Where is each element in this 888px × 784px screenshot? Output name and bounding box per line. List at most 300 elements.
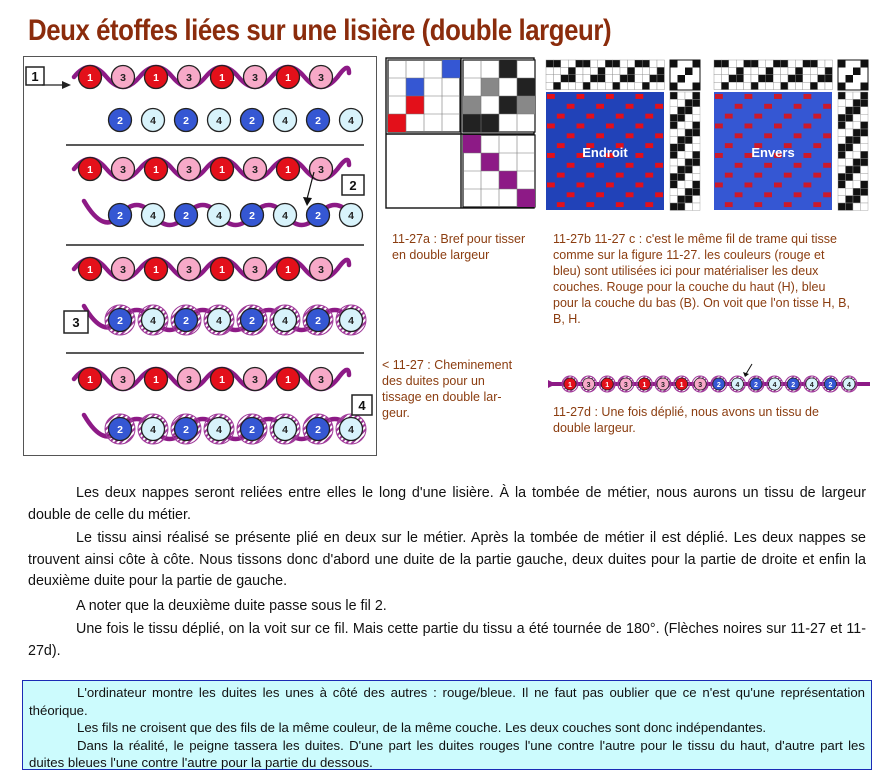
thread-number: 4 <box>150 424 156 436</box>
treadling-cell <box>693 114 701 121</box>
treadling-cell <box>853 166 861 173</box>
treadling-cell <box>693 173 701 180</box>
treadling-cell <box>685 114 693 121</box>
thread-number: 2 <box>117 115 123 127</box>
treadling-cell <box>838 181 846 188</box>
grid-cell <box>463 135 481 153</box>
caption-line: couches. Rouge pour la couche du haut (H), bleu <box>553 280 826 294</box>
thread-number: 4 <box>282 115 288 127</box>
threading-cell <box>561 75 568 82</box>
threading-cell <box>751 60 758 67</box>
treadling-cell <box>670 151 678 158</box>
thread-number: 1 <box>568 382 572 389</box>
treadling-cell <box>678 92 686 99</box>
threading-cell <box>553 67 560 74</box>
threading-cell <box>598 67 605 74</box>
treadling-cell <box>670 122 678 129</box>
treadling-cell <box>861 203 869 210</box>
weave-float <box>823 104 831 109</box>
treadling-cell <box>861 144 869 151</box>
threading-cell <box>729 67 736 74</box>
thread-number: 2 <box>249 115 255 127</box>
weave-float <box>547 183 555 188</box>
weave-float <box>794 104 802 109</box>
treadling-cell <box>846 166 854 173</box>
grid-cell <box>406 78 424 96</box>
weave-float <box>754 114 762 119</box>
body-paragraph: Les deux nappes seront reliées entre elles le long d'une lisière. À la tombée de métier, nous aurons un tissu de largeur double de celle du métier. <box>28 485 866 523</box>
treadling-cell <box>838 92 846 99</box>
treadling-cell <box>853 151 861 158</box>
threading-cell <box>553 82 560 89</box>
weave-float <box>636 124 644 129</box>
treadling-cell <box>838 114 846 121</box>
weave-float <box>586 173 594 178</box>
treadling-cell <box>846 92 854 99</box>
thread-number: 2 <box>117 315 123 327</box>
thread-number: 2 <box>183 115 189 127</box>
weave-float <box>794 192 802 197</box>
weave-float <box>735 104 743 109</box>
threading-cell <box>657 75 664 82</box>
weave-float <box>577 124 585 129</box>
thread-number: 4 <box>809 382 814 389</box>
treadling-cell <box>861 159 869 166</box>
threading-cell <box>766 75 773 82</box>
treadling-cell <box>861 122 869 129</box>
thread-number: 1 <box>153 164 159 176</box>
threading-cell <box>598 82 605 89</box>
treadling-cell <box>670 173 678 180</box>
thread-number: 2 <box>754 382 758 389</box>
treadling-cell <box>678 107 686 114</box>
thread-number: 1 <box>219 264 225 276</box>
weave-float <box>774 183 782 188</box>
weave-float <box>715 124 723 129</box>
treadling-cell <box>685 196 693 203</box>
thread-number: 2 <box>117 210 123 222</box>
threading-cell <box>766 60 773 67</box>
threading-cell <box>657 67 664 74</box>
threading-grid <box>388 60 460 132</box>
thread-number: 4 <box>348 424 354 436</box>
treadling-cell <box>861 151 869 158</box>
thread-number: 3 <box>186 264 192 276</box>
threading-cell <box>803 60 810 67</box>
threading-cell <box>576 60 583 67</box>
weave-float <box>804 94 812 99</box>
treadling-cell <box>670 166 678 173</box>
threading-cell <box>635 82 642 89</box>
threading-cell <box>561 82 568 89</box>
treadling-cell <box>685 203 693 210</box>
treadling-cell <box>838 151 846 158</box>
thread-number: 2 <box>315 315 321 327</box>
thread-number: 3 <box>252 72 258 84</box>
treadling-cell <box>846 151 854 158</box>
weave-float <box>813 114 821 119</box>
caption-line: des duites pour un <box>382 374 485 388</box>
weave-float <box>764 104 772 109</box>
treadling-cell <box>853 136 861 143</box>
threading-cell <box>561 60 568 67</box>
treadling-cell <box>678 188 686 195</box>
grid-cell <box>517 78 535 96</box>
treadling-cell <box>670 203 678 210</box>
thread-number: 2 <box>828 382 833 389</box>
treadling-cell <box>693 181 701 188</box>
threading-cell <box>818 75 825 82</box>
grid-cell <box>517 96 535 114</box>
threading-cell <box>605 60 612 67</box>
body-paragraph: A noter que la deuxième duite passe sous le fil 2. <box>76 598 387 614</box>
weave-float <box>606 183 614 188</box>
threading-cell <box>613 60 620 67</box>
treadling-cell <box>861 173 869 180</box>
threading-cell <box>627 82 634 89</box>
threading-cell <box>583 67 590 74</box>
weave-float <box>813 143 821 148</box>
thread-number: 1 <box>285 72 291 84</box>
unfolded-fabric-strip <box>548 362 878 398</box>
treadling-cell <box>853 188 861 195</box>
threading-cell <box>598 60 605 67</box>
weave-float <box>636 94 644 99</box>
threading-cell <box>744 67 751 74</box>
treadling-cell <box>670 181 678 188</box>
threading-cell <box>627 67 634 74</box>
treadling-cell <box>838 203 846 210</box>
treadling-cell <box>693 203 701 210</box>
treadling-cell <box>838 144 846 151</box>
threading-cell <box>721 82 728 89</box>
grid-cell <box>517 189 535 207</box>
tieup-cell <box>861 83 869 91</box>
treadling-cell <box>838 166 846 173</box>
threading-cell <box>583 82 590 89</box>
threading-cell <box>568 75 575 82</box>
caption-line: geur. <box>382 406 410 420</box>
threading-cell <box>781 67 788 74</box>
weave-float <box>626 192 634 197</box>
treadling-cell <box>846 122 854 129</box>
thread-number: 3 <box>318 374 324 386</box>
threading-cell <box>627 75 634 82</box>
thread-number: 1 <box>219 374 225 386</box>
weave-float <box>725 202 733 207</box>
treadling-cell <box>685 144 693 151</box>
treadling-cell <box>693 188 701 195</box>
thread-number: 3 <box>698 382 703 389</box>
thread-number: 1 <box>153 374 159 386</box>
threading-cell <box>635 67 642 74</box>
face-label: Envers <box>751 145 795 160</box>
treadling-cell <box>693 107 701 114</box>
arrow-head <box>548 380 556 388</box>
treadling-cell <box>685 107 693 114</box>
caption-line: B, H. <box>553 312 581 326</box>
treadling-cell <box>670 144 678 151</box>
treadling-cell <box>861 136 869 143</box>
threading-cell <box>766 82 773 89</box>
weave-float <box>774 94 782 99</box>
weave-float <box>616 202 624 207</box>
grid-cell <box>481 114 499 132</box>
treadling-cell <box>693 136 701 143</box>
threading-cell <box>766 67 773 74</box>
weave-float <box>774 124 782 129</box>
treadling-cell <box>846 159 854 166</box>
caption-line: en double largeur <box>392 248 490 262</box>
weave-float <box>754 173 762 178</box>
thread-number: 2 <box>716 382 721 389</box>
threading-cell <box>736 75 743 82</box>
treadling-cell <box>670 136 678 143</box>
weave-float <box>626 133 634 138</box>
treadling-cell <box>685 122 693 129</box>
threading-cell <box>714 82 721 89</box>
thread-number: 4 <box>282 210 288 222</box>
treadling-cell <box>678 136 686 143</box>
grid-cell <box>424 96 442 114</box>
weave-float <box>586 114 594 119</box>
weave-float <box>823 133 831 138</box>
weave-float <box>557 202 565 207</box>
treadling-cell <box>685 159 693 166</box>
treadling-cell <box>861 92 869 99</box>
treadling-cell <box>678 196 686 203</box>
threading-cell <box>553 60 560 67</box>
threading-cell <box>650 67 657 74</box>
treadling-cell <box>678 181 686 188</box>
weave-float <box>645 114 653 119</box>
thread-number: 4 <box>348 315 354 327</box>
treadling-cell <box>693 99 701 106</box>
tieup-cell <box>838 83 846 91</box>
treadling-cell <box>838 107 846 114</box>
tieup-cell <box>693 60 701 68</box>
thread-number: 2 <box>183 424 189 436</box>
treadling-cell <box>670 129 678 136</box>
thread-number: 3 <box>120 164 126 176</box>
treadling-cell <box>670 107 678 114</box>
weave-float <box>577 183 585 188</box>
threading-cell <box>758 60 765 67</box>
treadling-cell <box>853 122 861 129</box>
weave-float <box>645 173 653 178</box>
thread-number: 3 <box>586 382 591 389</box>
weave-float <box>735 163 743 168</box>
treadling-cell <box>846 181 854 188</box>
thread-number: 4 <box>216 424 222 436</box>
thread-number: 2 <box>183 315 189 327</box>
thread-number: 1 <box>219 72 225 84</box>
thread-number: 1 <box>285 374 291 386</box>
threading-cell <box>729 60 736 67</box>
caption-line: < 11-27 : Cheminement <box>382 358 513 372</box>
treadling-cell <box>861 107 869 114</box>
weave-float <box>764 192 772 197</box>
weave-float <box>557 114 565 119</box>
weave-float <box>725 143 733 148</box>
threading-cell <box>736 60 743 67</box>
threading-cell <box>650 82 657 89</box>
grid-cell <box>388 114 406 132</box>
weave-float <box>715 153 723 158</box>
threading-cell <box>553 75 560 82</box>
weave-float <box>764 133 772 138</box>
thread-number: 4 <box>772 382 777 389</box>
weave-float <box>636 153 644 158</box>
treadling-cell <box>693 122 701 129</box>
grid-cell <box>442 60 460 78</box>
treadling-cell <box>685 99 693 106</box>
threading-cell <box>642 60 649 67</box>
tieup-cell <box>861 60 869 68</box>
weave-float <box>636 183 644 188</box>
step-label: 2 <box>349 178 357 193</box>
threading-cell <box>613 82 620 89</box>
page-title: Deux étoffes liées sur une lisière (double largeur) <box>28 14 612 47</box>
thread-number: 3 <box>120 264 126 276</box>
weave-float <box>616 173 624 178</box>
draft-11-27c <box>714 60 868 210</box>
treadling-cell <box>693 144 701 151</box>
thread-number: 3 <box>318 164 324 176</box>
threading-cell <box>795 67 802 74</box>
thread-number: 3 <box>318 72 324 84</box>
weave-float <box>794 163 802 168</box>
treadling-cell <box>670 196 678 203</box>
caption-11-27a <box>392 231 525 263</box>
caption-line: pour la couche du bas (B). On voit que l'on tisse H, B, <box>553 296 850 310</box>
weave-float <box>586 202 594 207</box>
treadling-cell <box>853 107 861 114</box>
threading-cell <box>825 60 832 67</box>
treadling-cell <box>685 173 693 180</box>
treadling-cell <box>861 181 869 188</box>
tieup-cell <box>685 68 693 76</box>
grid-cell <box>481 153 499 171</box>
thread-number: 4 <box>348 210 354 222</box>
threading-cell <box>576 82 583 89</box>
threading-cell <box>781 75 788 82</box>
thread-number: 1 <box>642 382 647 389</box>
weave-float <box>804 153 812 158</box>
weave-float <box>547 153 555 158</box>
weave-float <box>626 163 634 168</box>
weave-float <box>715 94 723 99</box>
thread-number: 1 <box>87 164 93 176</box>
thread-number: 2 <box>315 210 321 222</box>
threading-cell <box>642 67 649 74</box>
treadling-cell <box>853 92 861 99</box>
caption-line: 11-27b 11-27 c : c'est le même fil de trame qui tisse <box>553 232 837 246</box>
thread-number: 2 <box>183 210 189 222</box>
threading-cell <box>773 67 780 74</box>
treadling-cell <box>846 107 854 114</box>
treadling-cell <box>678 173 686 180</box>
body-paragraph: Une fois le tissu déplié, on la voit sur ce fil. Mais cette partie du tissu a été tournée de 180°. (Flèches noires sur 11-27 et 11-27d). <box>28 621 866 659</box>
treadling-cell <box>678 159 686 166</box>
threading-cell <box>795 60 802 67</box>
weave-float <box>813 173 821 178</box>
thread-number: 3 <box>186 72 192 84</box>
treadling-cell <box>670 188 678 195</box>
treadling-cell <box>838 196 846 203</box>
threading-cell <box>605 67 612 74</box>
treadling-cell <box>678 144 686 151</box>
treadling-cell <box>685 151 693 158</box>
threading-cell <box>788 75 795 82</box>
treadling-cell <box>838 173 846 180</box>
weave-float <box>725 114 733 119</box>
weave-float <box>813 202 821 207</box>
tieup-cell <box>838 60 846 68</box>
threading-cell <box>583 60 590 67</box>
weave-float <box>745 124 753 129</box>
treadling-cell <box>685 188 693 195</box>
weave-float <box>616 114 624 119</box>
treadling-cell <box>670 92 678 99</box>
treadling-cell <box>678 151 686 158</box>
tieup-cell <box>678 75 686 83</box>
treadling-cell <box>853 203 861 210</box>
threading-cell <box>758 75 765 82</box>
treadling-cell <box>861 129 869 136</box>
weave-float <box>655 133 663 138</box>
treadling-cell <box>846 188 854 195</box>
treadling-cell <box>846 203 854 210</box>
treadling-cell <box>685 181 693 188</box>
threading-cell <box>605 82 612 89</box>
threading-cell <box>729 82 736 89</box>
treadling-cell <box>861 114 869 121</box>
threading-cell <box>613 75 620 82</box>
thread-number: 3 <box>120 72 126 84</box>
threading-cell <box>546 82 553 89</box>
arrow-head <box>743 372 749 377</box>
treadling-cell <box>853 129 861 136</box>
thread-number: 4 <box>150 210 156 222</box>
treadling-cell <box>678 99 686 106</box>
threading-cell <box>810 60 817 67</box>
weave-float <box>557 143 565 148</box>
thread-number: 1 <box>679 382 684 389</box>
weave-float <box>804 124 812 129</box>
caption-11-27d <box>553 404 819 436</box>
body-paragraph: Le tissu ainsi réalisé se présente plié en deux sur le métier. Après la tombée de métier il est déplié. Les deux nappes se trouvent ainsi côte à côte. Nous tissons donc d'abord une duite de la partie gauche, deux duites pour la partie de droite et enfin la deuxième duite pour la partie de gauche. <box>28 530 866 589</box>
treadling-cell <box>861 99 869 106</box>
threading-cell <box>758 82 765 89</box>
thread-number: 2 <box>249 315 255 327</box>
threading-cell <box>620 75 627 82</box>
threading-cell <box>758 67 765 74</box>
grid-cell <box>499 60 517 78</box>
thread-number: 4 <box>216 115 222 127</box>
threading-cell <box>657 60 664 67</box>
treadling-cell <box>838 99 846 106</box>
threading-cell <box>788 82 795 89</box>
thread-number: 4 <box>150 315 156 327</box>
treadling-cell <box>861 196 869 203</box>
threading-cell <box>714 60 721 67</box>
treadling-cell <box>693 129 701 136</box>
treadling-cell <box>853 196 861 203</box>
threading-cell <box>818 60 825 67</box>
weave-float <box>715 183 723 188</box>
weave-float <box>606 124 614 129</box>
